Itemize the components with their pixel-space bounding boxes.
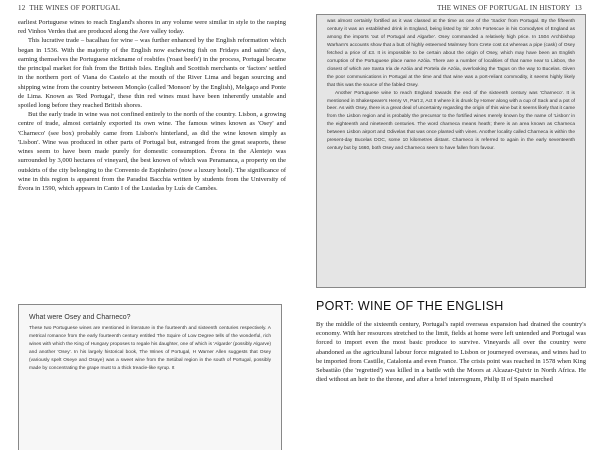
left-body-text (18, 18, 286, 193)
right-page (300, 0, 600, 450)
right-page-number: 13 (574, 4, 582, 12)
box-paragraph: Another Portuguese wine to reach England towards the end of the sixteenth century was 'Charneco'. It is mentioned in Shakespeare's Henry VI, Part 2, Act II where it is drunk by Homer along with a cup of Sack and a pot of beer. As with Osey, there is a great deal of uncertainty regarding the origin of this wine but it seems likely that it came from the Lisbon region and is probably the precursor to the fortified wines merely known by the name of 'Lisbon' in the eighteenth and nineteenth centuries. The word charneca means heath; there is an area known as Charneca between Lisbon airport and Odivelas that was once planted with vines. Another locality called Charneca is within the present-day Bucelas DOC, some 10 kilometres distant. Charneco is referred to again in the early seventeenth century but by 1660, both Osey and Charneco seem to have fallen from favour. (327, 90, 575, 152)
section-title: PORT: WINE OF THE ENGLISH (316, 299, 504, 313)
sidebar-text: These two Portuguese wines are mentioned in literature in the fourteenth and sixteenth centuries respectively. A metrical romance from the early fourteenth century entitled The Squire of Low Degree tells of the wonderful, rich wines with which the King of Hungary proposes to regale his daughter, one of which is 'Algarde' (possibly Algarve) and another 'Osey'. In his largely historical book, The Wines of Portugal, H Warner Allen suggests that Osey (variously spelt Oseye and Osaye) was a sweet wine from the Setúbal region in the south of Portugal, possibly made by concentrating the grape must to a thick treacle-like syrup. It (29, 326, 271, 372)
left-paragraph: This lucrative trade – bacalhau for wine – was further enhanced by the English reformation which began in 1536. With the majority of the English now eschewing fish on Fridays and saints' days, earning themselves the Portuguese nickname of rosbifes ('roast beefs') in the process, Portugal became the principal market for fish from the British Isles. English and Scottish merchants or 'factors' settled in the northern port of Viana do Castelo at the mouth of the River Lima and began sourcing and shipping wine from the country between Monção (called 'Monson' by the English), Melgaço and Ponte de Lima. Known as 'Red Portugal', these thin red wines must have been inherently unstable and spoiled long before they reached British shores. (18, 37, 286, 109)
left-page-header (18, 4, 120, 12)
right-paragraph: By the middle of the sixteenth century, Portugal's rapid overseas expansion had drained the country's economy. With her resources stretched to the limit, fields at home were left untended and Portugal was forced to import even the most basic produce to survive. Vineyards all over the country were abandoned as the agricultural labour force migrated to Lisbon or journeyed overseas, and wines had to be imported from Castille, Catalonia and even France. The crisis point was reached in 1578 when King Sebastião (the 'regretted') was killed in a battle with the Moors at Alcazar-Quivir in North Africa. He died without an heir to the throne, and after a brief interregnum, Philip II of Spain marched (316, 321, 586, 384)
left-paragraph: earliest Portuguese wines to reach England's shores in any volume were similar in style to the rasping red Vinhos Verdes that are produced along the Ave valley today. (18, 19, 286, 36)
right-page-header (437, 4, 582, 12)
sidebar-continuation-box (316, 14, 586, 288)
right-running-head: THE WINES OF PORTUGAL IN HISTORY (437, 4, 571, 12)
left-page-number: 12 (18, 4, 26, 12)
left-running-head: THE WINES OF PORTUGAL (29, 4, 121, 12)
box-paragraph: was almost certainly fortified as it was classed at the time as one of the 'Sacks' from Portugal. By the fifteenth century it was an established drink in England, being listed by Sir John Fortescue in his Comodytes of England as among the imports 'out of Portugal and Algarbe'. Osey commanded a relatively high price. In 1504 Archbishop Warham's accounts show that a butt of highly esteemed Malmsey from Crete cost £4 whereas a pipe (cask) of Osey fetched a price of £3. It is impossible to be certain about the origin of Osey, which may have been an English corruption of the Portuguese place name Azóia. There are a number of localities of that name near to Lisbon, the closest of which are Santa Iria de Azóia and Portela de Azóia, overlooking the Tagus on the way to Bucelas. Given the poor communications in Portugal at the time and that wine was a port-reliant commodity, it seems highly likely that this was the source of the fabled Osey. (327, 19, 575, 88)
sidebar-title: What were Osey and Charneco? (29, 314, 131, 321)
left-paragraph: But the early trade in wine was not confined entirely to the north of the country. Lisbon, a growing centre of trade, almost certainly exported its own wine. The famous wines known as 'Osey' and 'Charneco' (see box) probably came from Lisbon's hinterland, as did the wine known simply as 'Lisbon'. Wine was produced in other parts of Portugal but, estranged from the great seaports, these wines seem to have been made purely for domestic consumption. Évora in the Alentejo was surrounded by 3,000 hectares of vineyard, the best known of which was Peramanca, a property on the outskirts of the city belonging to the Convento de Espinheiro (now a luxury hotel). The significance of wine in this region is apparent from the Paradisi Bacchia written by students from the University of Évora in 1590, which appears in Canto I of the Lusiadas by Luís de Camões. (18, 111, 286, 192)
right-body-text (316, 320, 586, 385)
osey-charneco-sidebar (18, 304, 282, 450)
